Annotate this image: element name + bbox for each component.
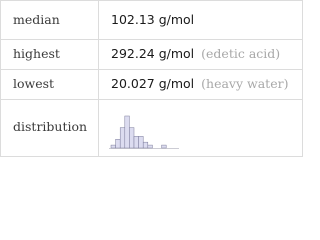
table-row-median	[1, 1, 302, 39]
table-row-distribution	[1, 99, 302, 158]
row-label-median: median	[13, 12, 60, 27]
table-row-highest	[1, 39, 302, 69]
distribution-histogram	[109, 110, 181, 152]
row-label-distribution: distribution	[13, 119, 88, 134]
highest-note: (edetic acid)	[201, 46, 281, 61]
lowest-note: (heavy water)	[201, 76, 289, 91]
lowest-value: 20.027 g/mol	[111, 76, 195, 91]
histogram-bar	[129, 128, 134, 148]
histogram-bar	[116, 139, 121, 148]
table-row-lowest	[1, 69, 302, 99]
histogram-bar	[120, 128, 125, 148]
row-value-lowest	[111, 76, 288, 91]
histogram-bar	[143, 142, 148, 148]
row-label-highest: highest	[13, 46, 60, 61]
median-value: 102.13 g/mol	[111, 12, 195, 27]
histogram-bar	[125, 116, 130, 148]
highest-value: 292.24 g/mol	[111, 46, 195, 61]
histogram-bar	[111, 145, 116, 148]
histogram-bar	[148, 145, 153, 148]
row-value-highest	[111, 46, 280, 61]
histogram-bar	[162, 145, 167, 148]
histogram-bar	[139, 136, 144, 148]
row-label-lowest: lowest	[13, 76, 55, 91]
row-value-median	[111, 12, 194, 27]
histogram-bar	[134, 136, 139, 148]
